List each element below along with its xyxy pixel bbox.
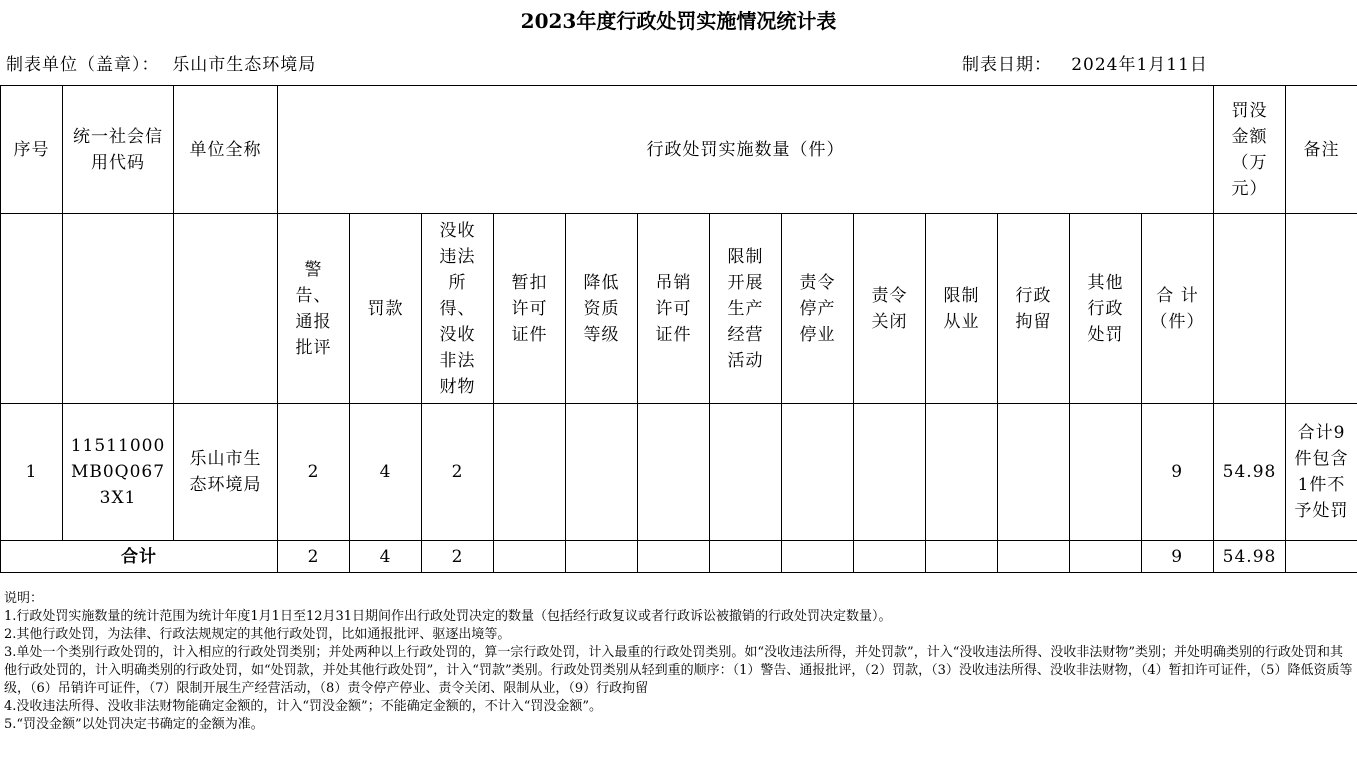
total-count xyxy=(566,541,638,573)
total-count xyxy=(638,541,710,573)
cell-count xyxy=(854,404,926,541)
cell-count xyxy=(998,404,1070,541)
total-count: 2 xyxy=(278,541,350,573)
header-lower-qualification: 降低资质等级 xyxy=(566,214,638,404)
cell-count: 2 xyxy=(278,404,350,541)
header-amount: 罚没金额（万元） xyxy=(1214,86,1286,214)
header-suspend-license: 暂扣许可证件 xyxy=(494,214,566,404)
unit-line xyxy=(6,52,316,78)
notes xyxy=(4,590,1354,734)
total-count xyxy=(710,541,782,573)
header-blank xyxy=(1286,214,1357,404)
cell-count: 2 xyxy=(422,404,494,541)
unit-value: 乐山市生态环境局 xyxy=(172,55,317,75)
statistics-table xyxy=(0,85,1357,573)
header-count-group: 行政处罚实施数量（件） xyxy=(278,86,1214,214)
cell-amount: 54.98 xyxy=(1214,404,1286,541)
header-fine: 罚款 xyxy=(350,214,422,404)
header-order-close: 责令关闭 xyxy=(854,214,926,404)
cell-count xyxy=(494,404,566,541)
cell-count xyxy=(926,404,998,541)
header-warning: 警告、通报批评 xyxy=(278,214,350,404)
header-blank xyxy=(174,214,278,404)
header-detention: 行政拘留 xyxy=(998,214,1070,404)
header-suspend-production: 责令停产停业 xyxy=(782,214,854,404)
total-count xyxy=(854,541,926,573)
date-line xyxy=(962,52,1208,78)
cell-count xyxy=(782,404,854,541)
total-count: 4 xyxy=(350,541,422,573)
header-blank xyxy=(63,214,174,404)
cell-count: 4 xyxy=(350,404,422,541)
total-count: 2 xyxy=(422,541,494,573)
total-label: 合计 xyxy=(1,541,278,573)
note-item: 3.单处一个类别行政处罚的，计入相应的行政处罚类别；并处两种以上行政处罚的，算一宗行政处罚，计入最重的行政处罚类别。如“没收违法所得，并处罚款”，计入“没收违法所得、没收非法财物”类别；并处明确类别的行政处罚和其他行政处罚的，计入明确类别的行政处罚，如“处罚款，并处其他行政处罚”，计入“罚款”类别。行政处罚类别从轻到重的顺序：（1）警告、通报批评，（2）罚款，（3）没收违法所得、没收非法财物，（4）暂扣许可证件，（5）降低资质等级，（6）吊销许可证件，（7）限制开展生产经营活动，（8）责令停产停业、责令关闭、限制从业，（9）行政拘留 xyxy=(4,645,1353,696)
header-confiscation: 没收违法所得、没收非法财物 xyxy=(422,214,494,404)
notes-heading: 说明： xyxy=(4,591,44,606)
total-count xyxy=(998,541,1070,573)
header-unit-name: 单位全称 xyxy=(174,86,278,214)
header-restrict-practice: 限制从业 xyxy=(926,214,998,404)
cell-count xyxy=(566,404,638,541)
note-item: 1.行政处罚实施数量的统计范围为统计年度1月1日至12月31日期间作出行政处罚决定的数量（包括经行政复议或者行政诉讼被撤销的行政处罚决定数量）。 xyxy=(4,609,892,624)
cell-subtotal: 9 xyxy=(1142,404,1214,541)
header-seq: 序号 xyxy=(1,86,63,214)
note-item: 4.没收违法所得、没收非法财物能确定金额的，计入“罚没金额”；不能确定金额的，不计入“罚没金额”。 xyxy=(4,699,602,714)
header-row-2 xyxy=(1,214,1357,404)
cell-remark: 合计9件包含1件不予处罚 xyxy=(1286,404,1357,541)
header-row-1 xyxy=(1,86,1357,214)
cell-count xyxy=(710,404,782,541)
total-count xyxy=(926,541,998,573)
total-subtotal: 9 xyxy=(1142,541,1214,573)
header-remark: 备注 xyxy=(1286,86,1357,214)
table-row xyxy=(1,404,1357,541)
total-count xyxy=(1070,541,1142,573)
cell-seq: 1 xyxy=(1,404,63,541)
date-label: 制表日期： xyxy=(962,55,1052,75)
header-restrict-operation: 限制开展生产经营活动 xyxy=(710,214,782,404)
total-row xyxy=(1,541,1357,573)
header-blank xyxy=(1,214,63,404)
total-count xyxy=(494,541,566,573)
unit-label: 制表单位（盖章）： xyxy=(6,55,160,75)
total-remark xyxy=(1286,541,1357,573)
header-other-penalty: 其他行政处罚 xyxy=(1070,214,1142,404)
header-blank xyxy=(1214,214,1286,404)
date-value: 2024年1月11日 xyxy=(1071,55,1208,75)
total-amount: 54.98 xyxy=(1214,541,1286,573)
cell-unit-name: 乐山市生态环境局 xyxy=(174,404,278,541)
cell-count xyxy=(638,404,710,541)
page-title: 2023年度行政处罚实施情况统计表 xyxy=(520,9,837,33)
note-item: 2.其他行政处罚，为法律、行政法规规定的其他行政处罚，比如通报批评、驱逐出境等。 xyxy=(4,627,511,642)
cell-credit-code: 11511000MB0Q0673X1 xyxy=(63,404,174,541)
total-count xyxy=(782,541,854,573)
header-revoke-license: 吊销许可证件 xyxy=(638,214,710,404)
cell-count xyxy=(1070,404,1142,541)
header-subtotal: 合 计（件） xyxy=(1142,214,1214,404)
header-credit-code: 统一社会信用代码 xyxy=(63,86,174,214)
note-item: 5.“罚没金额”以处罚决定书确定的金额为准。 xyxy=(4,717,264,732)
